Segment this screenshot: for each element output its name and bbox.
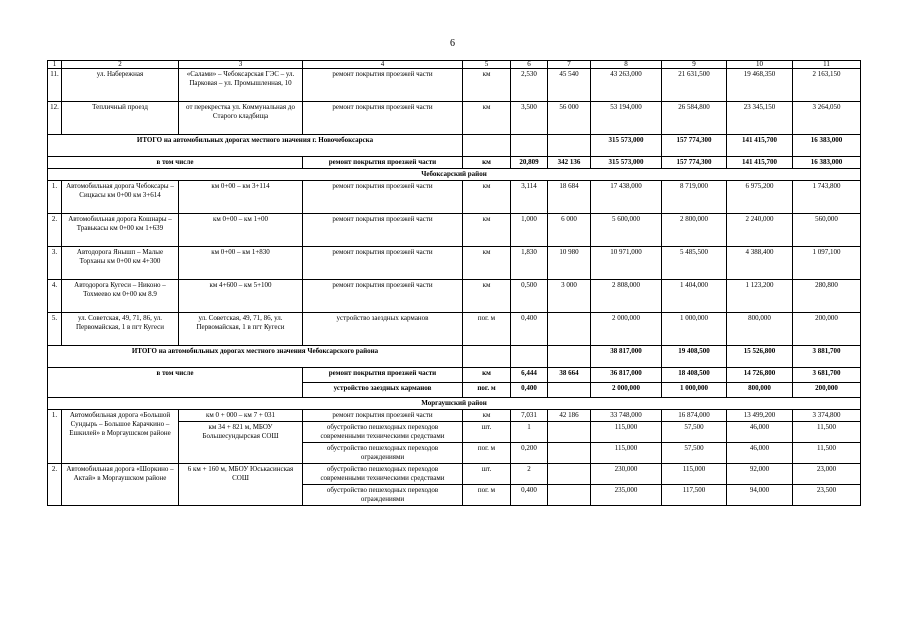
- total-cost: 115,000: [591, 422, 662, 443]
- cost-col9: 157 774,300: [662, 135, 727, 157]
- unit: шт.: [463, 464, 511, 485]
- work-type: ремонт покрытия проезжей части: [303, 214, 463, 247]
- road-name: Тепличный проезд: [62, 102, 179, 135]
- length: 2,530: [511, 69, 548, 102]
- area: [548, 422, 591, 443]
- length: 1,830: [511, 247, 548, 280]
- total-cost: 2 000,000: [591, 313, 662, 346]
- cost-col11: 560,000: [793, 214, 861, 247]
- area: [548, 383, 591, 398]
- cost-col11: 23,000: [793, 464, 861, 485]
- area: 45 540: [548, 69, 591, 102]
- work-type: ремонт покрытия проезжей части: [303, 157, 463, 169]
- unit: км: [463, 69, 511, 102]
- cost-col9: 16 874,000: [662, 410, 727, 422]
- cost-col10: 94,000: [727, 485, 793, 506]
- unit: пог. м: [463, 313, 511, 346]
- road-section: км 34 + 821 м, МБОУ Большесундырская СОШ: [179, 422, 303, 464]
- total-cost: 235,000: [591, 485, 662, 506]
- length: 20,809: [511, 157, 548, 169]
- total-cost: 5 600,000: [591, 214, 662, 247]
- unit: [463, 346, 511, 368]
- total-cost: 315 573,000: [591, 135, 662, 157]
- cost-col9: 18 408,500: [662, 368, 727, 383]
- length: 0,400: [511, 485, 548, 506]
- length: 1: [511, 422, 548, 443]
- road-section: км 0+00 – км 1+00: [179, 214, 303, 247]
- work-type: обустройство пешеходных переходов ограждениями: [303, 485, 463, 506]
- cost-col9: 19 408,500: [662, 346, 727, 368]
- unit: пог. м: [463, 383, 511, 398]
- cost-col9: 8 719,000: [662, 181, 727, 214]
- header-cell: 9: [662, 61, 727, 69]
- total-cost: 38 817,000: [591, 346, 662, 368]
- cost-col10: 92,000: [727, 464, 793, 485]
- road-section: «Салами» – Чебоксарская ГЭС – ул. Парковая – ул. Промышленная, 10: [179, 69, 303, 102]
- cost-col11: 1 097,100: [793, 247, 861, 280]
- cost-col10: 800,000: [727, 313, 793, 346]
- cost-col10: 46,000: [727, 443, 793, 464]
- work-type: ремонт покрытия проезжей части: [303, 69, 463, 102]
- road-name: Автодорога Кугеси – Никоно – Тохмеево км 0+00 км 8.9: [62, 280, 179, 313]
- work-type: устройство заездных карманов: [303, 313, 463, 346]
- header-cell: 3: [179, 61, 303, 69]
- header-cell: 1: [48, 61, 62, 69]
- road-section: ул. Советская, 49, 71, 86, ул. Первомайская, 1 в пгт Кугеси: [179, 313, 303, 346]
- row-number: 11.: [48, 69, 62, 102]
- header-row: [48, 61, 861, 69]
- section-title: Моргаушский район: [48, 398, 861, 410]
- cost-col9: 5 485,500: [662, 247, 727, 280]
- area: [548, 485, 591, 506]
- cost-col10: 13 499,200: [727, 410, 793, 422]
- table-row: [48, 313, 861, 346]
- cost-col11: 23,500: [793, 485, 861, 506]
- total-cost: 315 573,000: [591, 157, 662, 169]
- cost-col11: 16 383,000: [793, 157, 861, 169]
- unit: км: [463, 157, 511, 169]
- cost-col11: 1 743,800: [793, 181, 861, 214]
- area: [548, 464, 591, 485]
- subtotal-row: [48, 368, 861, 383]
- row-number: 12.: [48, 102, 62, 135]
- row-number: 1.: [48, 181, 62, 214]
- length: 3,114: [511, 181, 548, 214]
- length: 2: [511, 464, 548, 485]
- road-name: Автомобильная дорога «Большой Сундырь – Большое Карачкино – Ешкилей» в Моргаушском районе: [62, 410, 179, 464]
- length: [511, 346, 548, 368]
- cost-col9: 57,500: [662, 443, 727, 464]
- cost-col11: 200,000: [793, 313, 861, 346]
- unit: км: [463, 214, 511, 247]
- unit: км: [463, 247, 511, 280]
- length: 0,400: [511, 313, 548, 346]
- table-row: [48, 102, 861, 135]
- work-type: обустройство пешеходных переходов современными техническими средствами: [303, 464, 463, 485]
- row-number: 3.: [48, 247, 62, 280]
- work-type: устройство заездных карманов: [303, 383, 463, 398]
- cost-col9: 1 000,000: [662, 383, 727, 398]
- work-type: обустройство пешеходных переходов ограждениями: [303, 443, 463, 464]
- unit: км: [463, 280, 511, 313]
- work-type: обустройство пешеходных переходов современными техническими средствами: [303, 422, 463, 443]
- cost-col9: 115,000: [662, 464, 727, 485]
- header-cell: 2: [62, 61, 179, 69]
- road-name: Автомобильная дорога Кошнары – Травькасы км 0+00 км 1+639: [62, 214, 179, 247]
- cost-col11: 16 383,000: [793, 135, 861, 157]
- length: 3,500: [511, 102, 548, 135]
- road-section: км 4+600 – км 5+100: [179, 280, 303, 313]
- cost-col10: 46,000: [727, 422, 793, 443]
- cost-col9: 117,500: [662, 485, 727, 506]
- total-cost: 43 263,000: [591, 69, 662, 102]
- subtotal-row: [48, 157, 861, 169]
- total-cost: 2 808,000: [591, 280, 662, 313]
- area: [548, 443, 591, 464]
- total-cost: 10 971,000: [591, 247, 662, 280]
- table-row: [48, 247, 861, 280]
- area: [548, 346, 591, 368]
- area: 10 980: [548, 247, 591, 280]
- row-number: 1.: [48, 410, 62, 464]
- work-type: ремонт покрытия проезжей части: [303, 280, 463, 313]
- table-row: [48, 214, 861, 247]
- area: 38 664: [548, 368, 591, 383]
- roads-table: [47, 60, 861, 506]
- header-cell: 7: [548, 61, 591, 69]
- area: 56 000: [548, 102, 591, 135]
- total-cost: 53 194,000: [591, 102, 662, 135]
- road-name: Автомобильная дорога «Шоркино – Актай» в Моргаушском районе: [62, 464, 179, 506]
- table-row: [48, 464, 861, 485]
- cost-col11: 11,500: [793, 422, 861, 443]
- length: 0,500: [511, 280, 548, 313]
- total-label: ИТОГО на автомобильных дорогах местного значения г. Новочебоксарска: [48, 135, 463, 157]
- cost-col10: 19 468,350: [727, 69, 793, 102]
- cost-col9: 57,500: [662, 422, 727, 443]
- cost-col11: 280,800: [793, 280, 861, 313]
- cost-col9: 2 800,000: [662, 214, 727, 247]
- total-cost: 115,000: [591, 443, 662, 464]
- work-type: ремонт покрытия проезжей части: [303, 181, 463, 214]
- header-cell: 4: [303, 61, 463, 69]
- length: 7,031: [511, 410, 548, 422]
- total-label: ИТОГО на автомобильных дорогах местного значения Чебоксарского района: [48, 346, 463, 368]
- total-cost: 17 438,000: [591, 181, 662, 214]
- table-row: [48, 410, 861, 422]
- cost-col11: 3 881,700: [793, 346, 861, 368]
- section-row: [48, 169, 861, 181]
- unit: [463, 135, 511, 157]
- area: 6 000: [548, 214, 591, 247]
- row-number: 4.: [48, 280, 62, 313]
- road-name: ул. Советская, 49, 71, 86, ул. Первомайская, 1 в пгт Кугеси: [62, 313, 179, 346]
- header-cell: 8: [591, 61, 662, 69]
- road-name: ул. Набережная: [62, 69, 179, 102]
- length: 0,400: [511, 383, 548, 398]
- cost-col10: 23 345,150: [727, 102, 793, 135]
- area: 342 136: [548, 157, 591, 169]
- road-section: от перекрестка ул. Коммунальная до Старого кладбища: [179, 102, 303, 135]
- area: 3 000: [548, 280, 591, 313]
- cost-col11: 11,500: [793, 443, 861, 464]
- cost-col11: 3 264,050: [793, 102, 861, 135]
- unit: шт.: [463, 422, 511, 443]
- road-section: км 0+00 – км 1+830: [179, 247, 303, 280]
- cost-col10: 1 123,200: [727, 280, 793, 313]
- work-type: ремонт покрытия проезжей части: [303, 247, 463, 280]
- table-row: [48, 280, 861, 313]
- subtotal-label: в том числе: [48, 157, 303, 169]
- cost-col9: 157 774,300: [662, 157, 727, 169]
- cost-col11: 3 681,700: [793, 368, 861, 383]
- cost-col10: 14 726,800: [727, 368, 793, 383]
- length: 0,200: [511, 443, 548, 464]
- cost-col10: 800,000: [727, 383, 793, 398]
- cost-col10: 6 975,200: [727, 181, 793, 214]
- cost-col10: 141 415,700: [727, 157, 793, 169]
- work-type: ремонт покрытия проезжей части: [303, 368, 463, 383]
- header-cell: 10: [727, 61, 793, 69]
- cost-col11: 3 374,800: [793, 410, 861, 422]
- area: [548, 313, 591, 346]
- cost-col11: 200,000: [793, 383, 861, 398]
- road-section: км 0+00 – км 3+114: [179, 181, 303, 214]
- table-row: [48, 181, 861, 214]
- area: 42 186: [548, 410, 591, 422]
- total-row: [48, 346, 861, 368]
- length: [511, 135, 548, 157]
- cost-col9: 1 000,000: [662, 313, 727, 346]
- road-name: Автомобильная дорога Чебоксары – Сицкасы км 0+00 км 3+614: [62, 181, 179, 214]
- area: 18 684: [548, 181, 591, 214]
- area: [548, 135, 591, 157]
- cost-col9: 1 404,000: [662, 280, 727, 313]
- cost-col9: 26 584,800: [662, 102, 727, 135]
- road-section: км 0 + 000 – км 7 + 031: [179, 410, 303, 422]
- row-number: 2.: [48, 214, 62, 247]
- work-type: ремонт покрытия проезжей части: [303, 102, 463, 135]
- subtotal-label: в том числе: [48, 368, 303, 398]
- total-cost: 2 000,000: [591, 383, 662, 398]
- total-cost: 230,000: [591, 464, 662, 485]
- cost-col9: 21 631,500: [662, 69, 727, 102]
- cost-col10: 141 415,700: [727, 135, 793, 157]
- unit: пог. м: [463, 485, 511, 506]
- cost-col10: 15 526,800: [727, 346, 793, 368]
- header-cell: 11: [793, 61, 861, 69]
- header-cell: 5: [463, 61, 511, 69]
- unit: км: [463, 368, 511, 383]
- unit: км: [463, 102, 511, 135]
- section-row: [48, 398, 861, 410]
- cost-col10: 2 240,000: [727, 214, 793, 247]
- total-row: [48, 135, 861, 157]
- road-section: 6 км + 160 м, МБОУ Юськасинская СОШ: [179, 464, 303, 506]
- row-number: 2.: [48, 464, 62, 506]
- total-cost: 33 748,000: [591, 410, 662, 422]
- work-type: ремонт покрытия проезжей части: [303, 410, 463, 422]
- unit: пог. м: [463, 443, 511, 464]
- cost-col11: 2 163,150: [793, 69, 861, 102]
- road-name: Автодорога Янышп – Малые Торханы км 0+00 км 4+300: [62, 247, 179, 280]
- unit: км: [463, 181, 511, 214]
- unit: км: [463, 410, 511, 422]
- section-title: Чебоксарский район: [48, 169, 861, 181]
- header-cell: 6: [511, 61, 548, 69]
- page-number: 6: [450, 38, 455, 49]
- table-row: [48, 69, 861, 102]
- total-cost: 36 817,000: [591, 368, 662, 383]
- length: 1,000: [511, 214, 548, 247]
- cost-col10: 4 388,400: [727, 247, 793, 280]
- length: 6,444: [511, 368, 548, 383]
- row-number: 5.: [48, 313, 62, 346]
